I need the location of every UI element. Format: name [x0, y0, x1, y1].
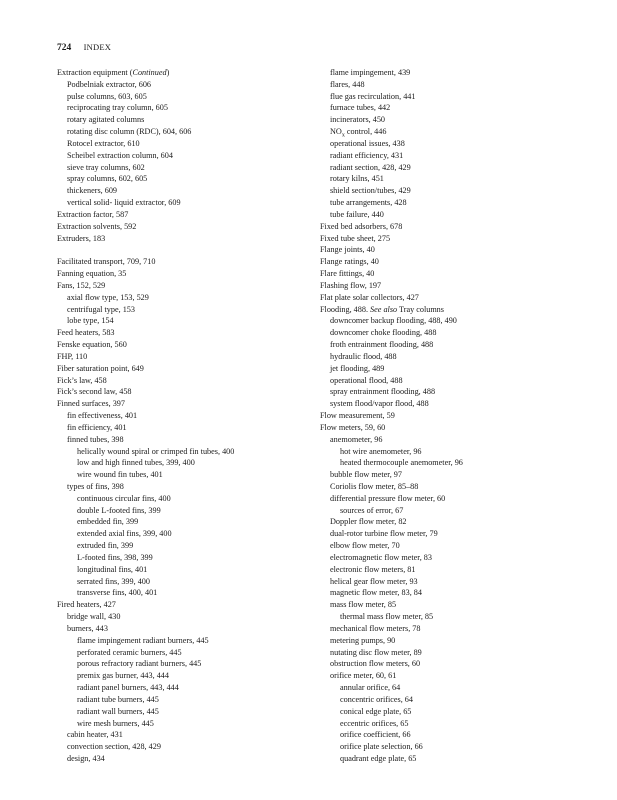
index-entry: thickeners, 609 [67, 186, 118, 196]
index-entry: Feed heaters, 583 [57, 328, 115, 338]
index-entry: nutating disc flow meter, 89 [330, 647, 422, 657]
index-entry: electronic flow meters, 81 [330, 564, 416, 574]
index-entry: continuous circular fins, 400 [77, 493, 171, 503]
index-entry: rotary kilns, 451 [330, 174, 384, 184]
index-entry: orifice plate selection, 66 [340, 742, 423, 752]
index-entry: shield section/tubes, 429 [330, 186, 411, 196]
index-entry: Scheibel extraction column, 604 [67, 150, 173, 160]
index-entry: Flare fittings, 40 [320, 269, 375, 279]
index-entry: dual-rotor turbine flow meter, 79 [330, 529, 438, 539]
index-entry: Fixed bed adsorbers, 678 [320, 221, 403, 231]
index-entry: centrifugal type, 153 [67, 304, 135, 314]
index-column-right [320, 67, 570, 765]
index-entry: extruded fin, 399 [77, 541, 134, 551]
index-entry: Flat plate solar collectors, 427 [320, 292, 419, 302]
index-entry: lobe type, 154 [67, 316, 114, 326]
index-entry: double L-footed fins, 399 [77, 505, 161, 515]
index-entry: Flooding, 488. See also Tray columns [320, 304, 444, 314]
index-entry: incinerators, 450 [330, 115, 386, 125]
index-entry: perforated ceramic burners, 445 [77, 647, 182, 657]
index-entry: Finned surfaces, 397 [57, 399, 125, 409]
index-entry: wire wound fin tubes, 401 [77, 470, 163, 480]
index-entry: Fanning equation, 35 [57, 269, 127, 279]
index-entry: spray columns, 602, 605 [67, 174, 148, 184]
index-entry: types of fins, 398 [67, 481, 124, 491]
index-entry: bridge wall, 430 [67, 612, 121, 622]
index-entry: extended axial fins, 399, 400 [77, 529, 172, 539]
page-title: INDEX [83, 42, 112, 52]
index-entry: Flange ratings, 40 [320, 257, 379, 267]
index-entry: FHP, 110 [57, 351, 88, 361]
index-entry: low and high finned tubes, 399, 400 [77, 458, 195, 468]
index-entry: design, 434 [67, 754, 105, 764]
index-entry: Podbelniak extractor, 606 [67, 79, 152, 89]
index-entry: rotary agitated columns [67, 115, 145, 125]
index-entry: froth entrainment flooding, 488 [330, 340, 434, 350]
index-entry: serrated fins, 399, 400 [77, 576, 150, 586]
index-entry: vertical solid- liquid extractor, 609 [67, 198, 181, 208]
index-entry: Extraction solvents, 592 [57, 221, 137, 231]
index-entry: elbow flow meter, 70 [330, 541, 400, 551]
index-entry: Flashing flow, 197 [320, 280, 382, 290]
index-entry: Fans, 152, 529 [57, 280, 106, 290]
index-entry: transverse fins, 400, 401 [77, 588, 158, 598]
index-entry: L-footed fins, 398, 399 [77, 552, 153, 562]
index-entry: Extruders, 183 [57, 233, 106, 243]
index-entry: radiant efficiency, 431 [330, 150, 404, 160]
index-entry: thermal mass flow meter, 85 [340, 612, 434, 622]
index-entry: bubble flow meter, 97 [330, 470, 402, 480]
index-entry: radiant section, 428, 429 [330, 162, 411, 172]
index-entry: reciprocating tray column, 605 [67, 103, 168, 113]
index-entry: quadrant edge plate, 65 [340, 754, 417, 764]
index-entry: metering pumps, 90 [330, 635, 396, 645]
index-entry: Facilitated transport, 709, 710 [57, 257, 156, 267]
index-entry: Flange joints, 40 [320, 245, 375, 255]
page-number: 724 [57, 43, 72, 53]
index-entry: wire mesh burners, 445 [77, 718, 154, 728]
index-entry: spray entrainment flooding, 488 [330, 387, 436, 397]
index-entry: flame impingement, 439 [330, 68, 411, 77]
index-entry: rotating disc column (RDC), 604, 606 [67, 127, 192, 137]
index-entry: cabin heater, 431 [67, 730, 123, 740]
index-entry: obstruction flow meters, 60 [330, 659, 421, 669]
index-entry: Fenske equation, 560 [57, 340, 127, 350]
index-entry: $NO_x$ control, 446 [330, 127, 387, 139]
index-entry: helically wound spiral or crimped fin tubes, 400 [77, 446, 235, 456]
index-entry: flares, 448 [330, 79, 365, 89]
index-entry: Fick’s second law, 458 [57, 387, 132, 397]
index-entry: sources of error, 67 [340, 505, 404, 515]
index-entry: system flood/vapor flood, 488 [330, 399, 429, 409]
index-entry: porous refractory radiant burners, 445 [77, 659, 202, 669]
index-spacer [57, 244, 307, 256]
index-entry: operational issues, 438 [330, 138, 405, 148]
index-entry: concentric orifices, 64 [340, 694, 413, 704]
index-entry: Flow meters, 59, 60 [320, 422, 386, 432]
page-header [57, 41, 111, 54]
index-entry: magnetic flow meter, 83, 84 [330, 588, 422, 598]
index-entry: radiant panel burners, 443, 444 [77, 683, 179, 693]
index-entry: conical edge plate, 65 [340, 706, 412, 716]
index-entry: Fired heaters, 427 [57, 600, 116, 610]
index-entry: helical gear flow meter, 93 [330, 576, 418, 586]
index-entry: Fick’s law, 458 [57, 375, 107, 385]
index-column-left [57, 67, 307, 765]
index-entry: Rotocel extractor, 610 [67, 138, 140, 148]
index-entry: Flow measurement, 59 [320, 411, 395, 421]
index-entry: fin effectiveness, 401 [67, 411, 138, 421]
index-entry: radiant wall burners, 445 [77, 706, 159, 716]
index-entry: differential pressure flow meter, 60 [330, 493, 446, 503]
index-entry: Fiber saturation point, 649 [57, 363, 144, 373]
index-entry: Coriolis flow meter, 85–88 [330, 481, 419, 491]
index-entry: sieve tray columns, 602 [67, 162, 145, 172]
index-entry: hot wire anemometer, 96 [340, 446, 422, 456]
index-entry: downcomer backup flooding, 488, 490 [330, 316, 457, 326]
index-entry: heated thermocouple anemometer, 96 [340, 458, 463, 468]
index-entry: axial flow type, 153, 529 [67, 292, 149, 302]
index-entry: pulse columns, 603, 605 [67, 91, 147, 101]
index-entry: tube failure, 440 [330, 209, 384, 219]
index-entry: fin efficiency, 401 [67, 422, 127, 432]
index-entry: Extraction equipment (Continued) [57, 68, 170, 77]
index-entry: electromagnetic flow meter, 83 [330, 552, 432, 562]
index-entry: orifice coefficient, 66 [340, 730, 411, 740]
index-entry: Fixed tube sheet, 275 [320, 233, 391, 243]
index-entry: convection section, 428, 429 [67, 742, 161, 752]
index-entry: tube arrangements, 428 [330, 198, 407, 208]
index-entry: downcomer choke flooding, 488 [330, 328, 437, 338]
index-entry: embedded fin, 399 [77, 517, 139, 527]
index-entry: premix gas burner, 443, 444 [77, 671, 169, 681]
index-entry: mechanical flow meters, 78 [330, 623, 421, 633]
index-entry: annular orifice, 64 [340, 683, 401, 693]
index-entry: flue gas recirculation, 441 [330, 91, 416, 101]
index-entry: radiant tube burners, 445 [77, 694, 159, 704]
index-entry: anemometer, 96 [330, 434, 383, 444]
index-entry: operational flood, 488 [330, 375, 403, 385]
index-entry: furnace tubes, 442 [330, 103, 391, 113]
index-entry: eccentric orifices, 65 [340, 718, 409, 728]
index-entry: flame impingement radiant burners, 445 [77, 635, 209, 645]
index-entry: Doppler flow meter, 82 [330, 517, 407, 527]
index-entry: burners, 443 [67, 623, 108, 633]
index-entry: orifice meter, 60, 61 [330, 671, 397, 681]
index-entry: mass flow meter, 85 [330, 600, 397, 610]
index-entry: jet flooding, 489 [330, 363, 385, 373]
index-entry: Extraction factor, 587 [57, 209, 129, 219]
index-entry: longitudinal fins, 401 [77, 564, 148, 574]
index-entry: finned tubes, 398 [67, 434, 124, 444]
index-entry: hydraulic flood, 488 [330, 351, 397, 361]
